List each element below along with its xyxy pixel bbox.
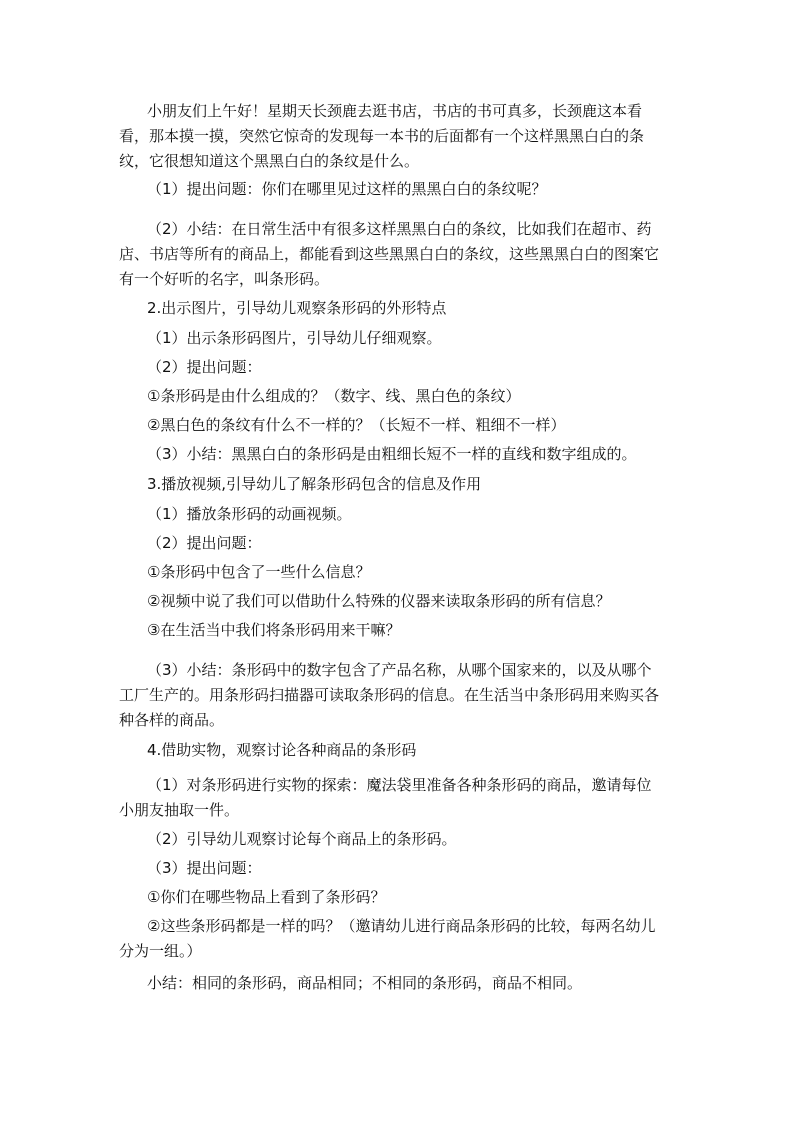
paragraph-2-2 bbox=[119, 355, 699, 380]
text-line: （2）引导幼儿观察讨论每个商品上的条形码。 bbox=[147, 830, 457, 848]
text-line: （3）小结：条形码中的数字包含了产品名称，从哪个国家来的，以及从哪个 bbox=[147, 661, 652, 679]
paragraph-3-3 bbox=[119, 658, 699, 733]
text-line: （1）播放条形码的动画视频。 bbox=[147, 505, 352, 523]
paragraph-4-1 bbox=[119, 773, 699, 823]
paragraph-2-question-2 bbox=[119, 413, 699, 438]
section-heading-4 bbox=[119, 738, 699, 763]
text-line: （2）提出问题： bbox=[147, 358, 262, 376]
text-line: 小结：相同的条形码，商品相同；不相同的条形码，商品不相同。 bbox=[147, 974, 583, 992]
paragraph-2-1 bbox=[119, 326, 699, 351]
paragraph-3-2 bbox=[119, 531, 699, 556]
text-line: ①条形码中包含了一些什么信息？ bbox=[147, 563, 371, 581]
text-line: 2.出示图片，引导幼儿观察条形码的外形特点 bbox=[147, 299, 447, 317]
text-line: 种各样的商品。 bbox=[119, 711, 225, 729]
text-line: 3.播放视频,引导幼儿了解条形码包含的信息及作用 bbox=[147, 475, 482, 493]
text-line: （3）小结：黑黑白白的条形码是由粗细长短不一样的直线和数字组成的。 bbox=[147, 445, 637, 463]
paragraph-3-1 bbox=[119, 502, 699, 527]
text-line: ②黑白色的条纹有什么不一样的？（长短不一样、粗细不一样） bbox=[147, 416, 566, 434]
paragraph-summary-1 bbox=[119, 217, 699, 292]
text-line: ①条形码是由什么组成的？（数字、线、黑白色的条纹） bbox=[147, 387, 521, 405]
text-line: 工厂生产的。用条形码扫描器可读取条形码的信息。在生活当中条形码用来购买各 bbox=[119, 686, 660, 704]
text-line: ①你们在哪些物品上看到了条形码？ bbox=[147, 888, 386, 906]
text-line: （2）小结：在日常生活中有很多这样黑黑白白的条纹，比如我们在超市、药 bbox=[147, 220, 652, 238]
paragraph-4-summary bbox=[119, 971, 699, 996]
text-line: 看，那本摸一摸，突然它惊奇的发现每一本书的后面都有一个这样黑黑白白的条 bbox=[119, 127, 645, 145]
text-line: ②这些条形码都是一样的吗？（邀请幼儿进行商品条形码的比较，每两名幼儿 bbox=[147, 917, 656, 935]
text-line: 小朋友们上午好！星期天长颈鹿去逛书店，书店的书可真多，长颈鹿这本看 bbox=[147, 102, 643, 120]
paragraph-intro bbox=[119, 99, 699, 174]
section-heading-3 bbox=[119, 472, 699, 497]
paragraph-4-2 bbox=[119, 827, 699, 852]
text-line: （3）提出问题： bbox=[147, 859, 262, 877]
paragraph-3-question-2 bbox=[119, 589, 699, 614]
paragraph-2-3 bbox=[119, 442, 699, 467]
paragraph-question-1 bbox=[119, 177, 699, 202]
paragraph-4-3 bbox=[119, 856, 699, 881]
text-line: （2）提出问题： bbox=[147, 534, 262, 552]
paragraph-3-question-1 bbox=[119, 560, 699, 585]
paragraph-3-question-3 bbox=[119, 618, 699, 643]
paragraph-4-question-2 bbox=[119, 914, 699, 964]
text-line: （1）提出问题：你们在哪里见过这样的黑黑白白的条纹呢？ bbox=[147, 180, 547, 198]
text-line: （1）对条形码进行实物的探索：魔法袋里准备各种条形码的商品，邀请每位 bbox=[147, 776, 652, 794]
text-line: 纹，它很想知道这个黑黑白白的条纹是什么。 bbox=[119, 152, 420, 170]
paragraph-2-question-1 bbox=[119, 384, 699, 409]
text-line: 4.借助实物，观察讨论各种商品的条形码 bbox=[147, 741, 417, 759]
text-line: （1）出示条形码图片，引导幼儿仔细观察。 bbox=[147, 329, 442, 347]
paragraph-4-question-1 bbox=[119, 885, 699, 910]
text-line: 有一个好听的名字，叫条形码。 bbox=[119, 270, 330, 288]
text-line: 分为一组。） bbox=[119, 942, 202, 960]
text-line: ②视频中说了我们可以借助什么特殊的仪器来读取条形码的所有信息？ bbox=[147, 592, 611, 610]
section-heading-2 bbox=[119, 296, 699, 321]
text-line: ③在生活当中我们将条形码用来干嘛？ bbox=[147, 621, 401, 639]
text-line: 店、书店等所有的商品上，都能看到这些黑黑白白的条纹，这些黑黑白白的图案它 bbox=[119, 245, 660, 263]
text-line: 小朋友抽取一件。 bbox=[119, 801, 240, 819]
